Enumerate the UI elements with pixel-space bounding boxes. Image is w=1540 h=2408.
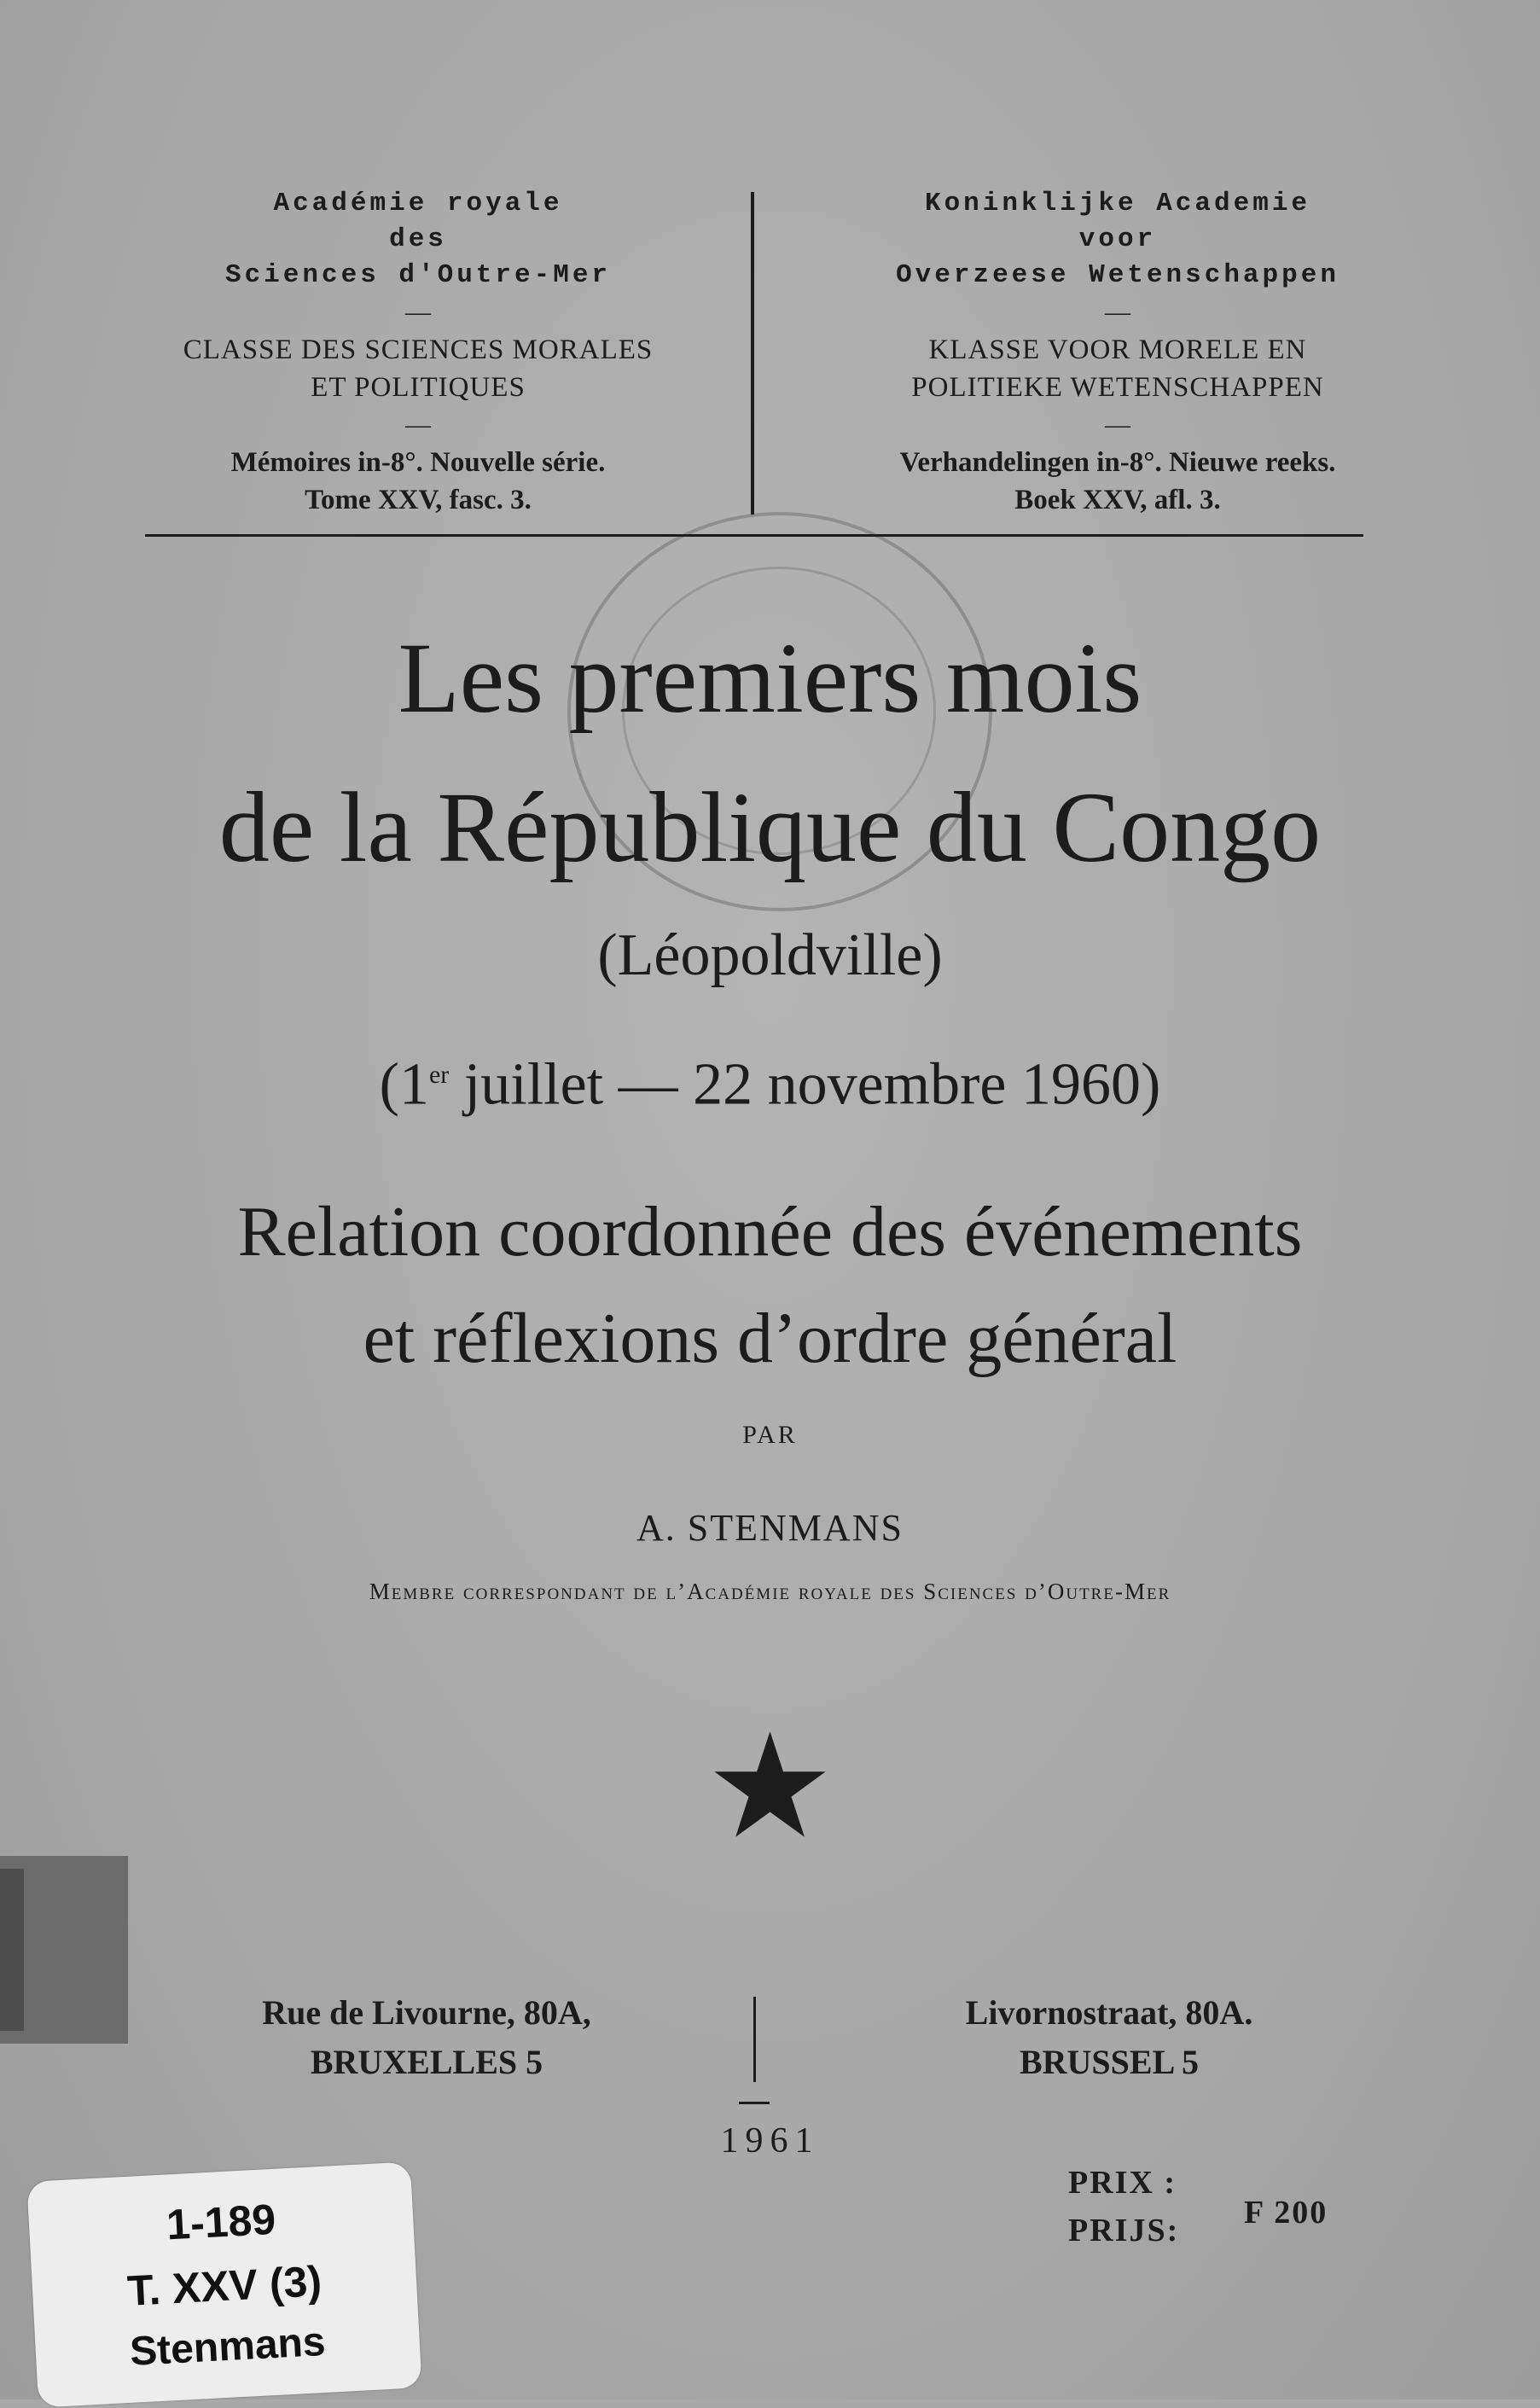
left-series-line2: Tome XXV, fasc. 3. (305, 485, 532, 515)
address-vertical-divider (753, 1997, 756, 2082)
right-dash-2: — (1105, 410, 1130, 439)
dates-open: (1 (379, 1051, 429, 1118)
right-dash-1: — (1105, 298, 1130, 326)
title-dates (0, 1041, 1540, 1119)
right-class-line1: KLASSE VOOR MORELE EN (928, 334, 1307, 365)
address-left-line2: BRUXELLES 5 (310, 2043, 543, 2081)
dates-rest: juillet — 22 novembre 1960) (449, 1051, 1161, 1118)
left-academy-line1: Académie royale (273, 189, 563, 218)
header-vertical-divider (751, 192, 754, 515)
left-academy-line2: des (389, 224, 447, 254)
library-shelf-label (26, 2161, 421, 2407)
left-header (137, 186, 700, 519)
address-right-line2: BRUSSEL 5 (1019, 2043, 1200, 2081)
left-dash-1: — (405, 298, 431, 326)
dates-superscript: er (428, 1061, 450, 1089)
right-academy-line3: Overzeese Wetenschappen (896, 260, 1340, 290)
year-dash (739, 2102, 770, 2104)
right-series-line1: Verhandelingen in-8°. Nieuwe reeks. (899, 447, 1336, 478)
address-right (887, 1988, 1331, 2087)
right-series-line2: Boek XXV, afl. 3. (1014, 485, 1221, 515)
label-line3: Stenmans (128, 2318, 327, 2375)
author-affiliation: Membre correspondant de l’Académie royale des Sciences d’Outre-Mer (369, 1579, 1171, 1604)
author-name: A. STENMANS (636, 1507, 904, 1549)
label-line2: T. XXV (3) (125, 2257, 323, 2315)
price-label-fr: PRIX : (1068, 2165, 1177, 2201)
title-line1: Les premiers mois (398, 622, 1142, 734)
price-labels (1068, 2159, 1222, 2254)
address-left (205, 1988, 648, 2087)
title-line3: (Léopoldville) (597, 922, 943, 988)
byline-par: PAR (742, 1421, 798, 1449)
subtitle-line1: Relation coordonnée des événements (237, 1192, 1303, 1271)
subtitle-line2: et réflexions d’ordre général (363, 1299, 1177, 1378)
star-icon: ★ (705, 1707, 835, 1868)
right-class-line2: POLITIEKE WETENSCHAPPEN (911, 372, 1324, 403)
label-line1: 1-189 (165, 2195, 277, 2249)
address-right-line1: Livornostraat, 80A. (965, 1993, 1253, 2032)
right-academy-line1: Koninklijke Academie (924, 189, 1311, 218)
left-series-line1: Mémoires in-8°. Nouvelle série. (230, 447, 606, 478)
right-academy-line2: voor (1078, 224, 1157, 254)
left-class-line2: ET POLITIQUES (311, 372, 526, 403)
price-value: F 200 (1244, 2195, 1328, 2231)
left-dash-2: — (405, 410, 431, 439)
publication-year: 1961 (720, 2121, 820, 2161)
right-header (819, 186, 1416, 519)
left-academy-line3: Sciences d'Outre-Mer (224, 260, 612, 290)
scan-mark-dark (0, 1869, 24, 2031)
address-left-line1: Rue de Livourne, 80A, (262, 1993, 591, 2032)
title-line2: de la République du Congo (218, 771, 1322, 883)
price-label-nl: PRIJS: (1068, 2213, 1180, 2248)
left-class-line1: CLASSE DES SCIENCES MORALES (183, 334, 654, 365)
